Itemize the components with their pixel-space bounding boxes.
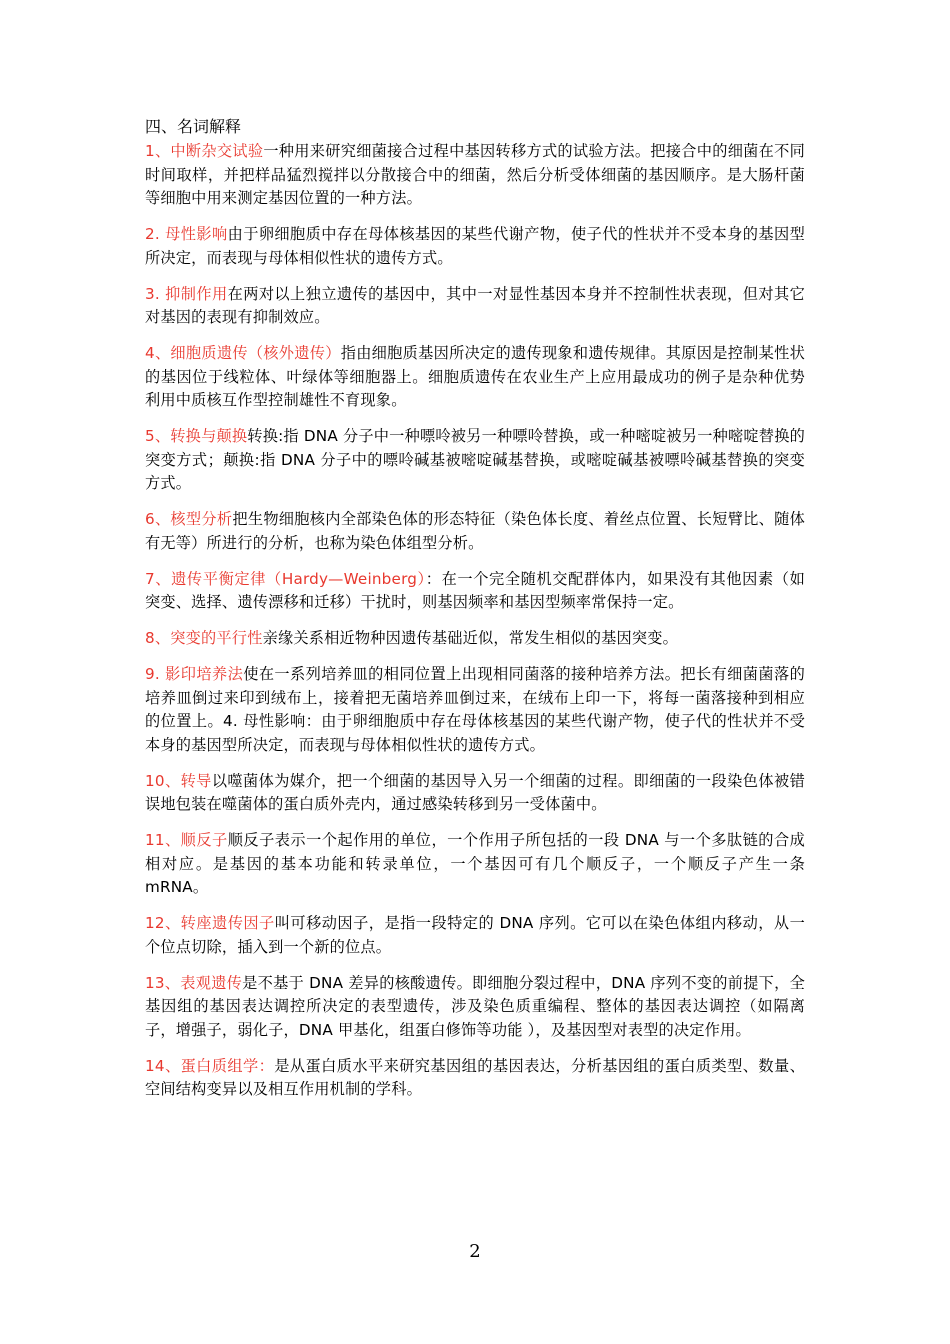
entry-term: 13、表观遗传	[145, 973, 243, 992]
entry-term: 7、遗传平衡定律（Hardy—Weinberg）	[145, 569, 426, 588]
entry-term: 1、中断杂交试验	[145, 142, 264, 160]
entry-definition: 顺反子表示一个起作用的单位，一个作用子所包括的一段 DNA 与一个多肽链的合成相对应。是基因的基本功能和转录单位，一个基因可有几个顺反子，一个顺反子产生一条 mRNA。	[145, 831, 806, 896]
entry-definition: 由于卵细胞质中存在母体核基因的某些代谢产物，使子代的性状并不受本身的基因型所决定，而表现与母体相似性状的遗传方式。	[145, 225, 805, 267]
entry-term: 5、转换与颠换	[145, 427, 248, 445]
entry-term: 10、转导	[145, 771, 212, 790]
glossary-entry	[145, 663, 805, 757]
glossary-entry	[145, 770, 805, 817]
entry-definition: 是不基于 DNA 差异的核酸遗传。即细胞分裂过程中，DNA 序列不变的前提下，全基因组的基因表达调控所决定的表型遗传，涉及染色质重编程、整体的基因表达调控（如隔离子，增强子，弱化子，DNA 甲基化，组蛋白修饰等功能 ），及基因型对表型的决定作用。	[145, 973, 805, 1039]
glossary-entry	[145, 912, 805, 959]
entry-term: 6、核型分析	[145, 510, 233, 528]
entry-term: 2. 母性影响	[145, 225, 228, 243]
glossary-entry	[145, 829, 805, 900]
entry-term: 3. 抑制作用	[145, 284, 228, 303]
glossary-entry	[145, 283, 805, 330]
entry-definition: ：在一个完全随机交配群体内，如果没有其他因素（如突变、选择、遗传漂移和迁移）干扰时，则基因频率和基因型频率常保持一定。	[145, 569, 805, 611]
entry-definition: 一种用来研究细菌接合过程中基因转移方式的试验方法。把接合中的细菌在不同时间取样，并把样品猛烈搅拌以分散接合中的细菌，然后分析受体细菌的基因顺序。是大肠杆菌等细胞中用来测定基因位置的一种方法。	[145, 142, 805, 207]
glossary-entry	[145, 342, 805, 413]
entry-definition: 使在一系列培养皿的相同位置上出现相同菌落的接种培养方法。把长有细菌菌落的培养皿倒过来印到绒布上，接着把无菌培养皿倒过来，在绒布上印一下，将每一菌落接种到相应的位置上。4. 母性影响：由于卵细胞质中存在母体核基因的某些代谢产物，使子代的性状并不受本身的基因型所决定，而表现与母体相似性状的遗传方式。	[145, 665, 805, 754]
glossary-entry	[145, 1055, 805, 1102]
glossary-entry	[145, 508, 805, 555]
glossary-entry	[145, 140, 805, 211]
glossary-entry	[145, 425, 805, 496]
entry-term: 4、细胞质遗传（核外遗传）	[145, 344, 341, 362]
glossary-content	[145, 140, 805, 1114]
section-title: 四、名词解释	[145, 117, 242, 136]
entry-definition: 是从蛋白质水平来研究基因组的基因表达，分析基因组的蛋白质类型、数量、空间结构变异以及相互作用机制的学科。	[145, 1056, 805, 1098]
entry-term: 9. 影印培养法	[145, 665, 244, 683]
entry-definition: 在两对以上独立遗传的基因中，其中一对显性基因本身并不控制性状表现，但对其它对基因的表现有抑制效应。	[145, 284, 805, 326]
glossary-entry	[145, 972, 805, 1043]
entry-definition: 以噬菌体为媒介，把一个细菌的基因导入另一个细菌的过程。即细菌的一段染色体被错误地包装在噬菌体的蛋白质外壳内，通过感染转移到另一受体菌中。	[145, 771, 805, 813]
entry-term: 8、突变的平行性	[145, 629, 263, 647]
glossary-entry	[145, 568, 805, 615]
entry-term: 11、顺反子	[145, 831, 228, 849]
entry-definition: 转换:指 DNA 分子中一种嘌呤被另一种嘌呤替换，或一种嘧啶被另一种嘧啶替换的突变方式；颠换:指 DNA 分子中的嘌呤碱基被嘧啶碱基替换，或嘧啶碱基被嘌呤碱基替换的突变方式。	[145, 427, 805, 492]
entry-term: 12、转座遗传因子	[145, 914, 275, 932]
glossary-entry	[145, 223, 805, 270]
entry-definition: 把生物细胞核内全部染色体的形态特征（染色体长度、着丝点位置、长短臂比、随体有无等）所进行的分析，也称为染色体组型分析。	[145, 510, 805, 552]
entry-definition: 指由细胞质基因所决定的遗传现象和遗传规律。其原因是控制某性状的基因位于线粒体、叶绿体等细胞器上。细胞质遗传在农业生产上应用最成功的例子是杂种优势利用中质核互作型控制雄性不育现象。	[145, 344, 806, 409]
page-number: 2	[469, 1241, 481, 1262]
glossary-entry	[145, 627, 805, 651]
entry-term: 14、蛋白质组学：	[145, 1056, 275, 1075]
entry-definition: 亲缘关系相近物种因遗传基础近似，常发生相似的基因突变。	[262, 629, 679, 647]
entry-definition: 叫可移动因子，是指一段特定的 DNA 序列。它可以在染色体组内移动，从一个位点切除，插入到一个新的位点。	[145, 914, 805, 956]
